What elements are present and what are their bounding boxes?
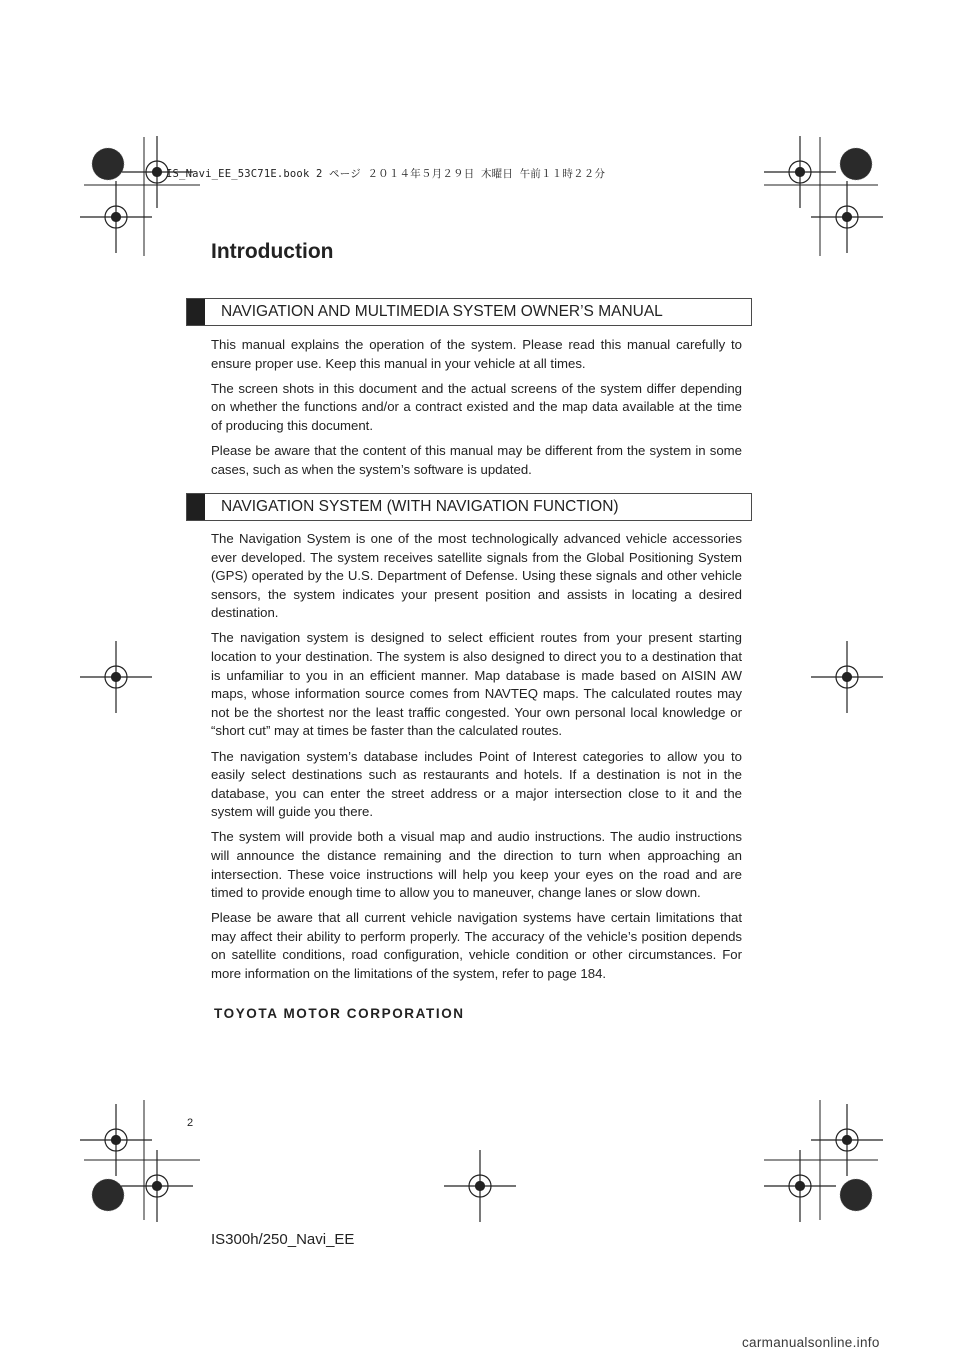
- watermark: carmanualsonline.info: [742, 1335, 880, 1350]
- paragraph: The Navigation System is one of the most technologically advanced vehicle accessories ever developed. The system receives satellite signals from the Global Positioning System (GPS) operated by the U.S. Department of Defense. Using these signals and other vehicle sensors, the system indicates your present position and assists in locating a desired destination.: [211, 531, 742, 621]
- footer-model-code: IS300h/250_Navi_EE: [211, 1231, 355, 1248]
- paragraph: The navigation system’s database includes Point of Interest categories to allow you to easily select destinations such as restaurants and hotels. If a destination is not in the database, you can enter the street address or a major intersection close to it and the system will guide you there.: [211, 748, 742, 820]
- paragraph: Please be aware that the content of this manual may be different from the system in some cases, such as when the system’s software is updated.: [211, 442, 742, 477]
- company-name: TOYOTA MOTOR CORPORATION: [214, 1006, 465, 1021]
- book-file-header: IS_Navi_EE_53C71E.book 2 ページ ２０１４年５月２９日 木曜日 午前１１時２２分: [166, 168, 606, 180]
- section-heading-bar: [187, 299, 205, 325]
- section-heading-navigation-system: [186, 493, 752, 521]
- paragraph: This manual explains the operation of the system. Please read this manual carefully to ensure proper use. Keep this manual in your vehicle at all times.: [211, 337, 742, 371]
- section-body-navigation-system: [211, 530, 742, 990]
- page-title: Introduction: [211, 240, 334, 263]
- paragraph: Please be aware that all current vehicle navigation systems have certain limitations that may affect their ability to perform properly. The accuracy of the vehicle’s position depends on satellite conditions, road configuration, vehicle condition or other circumstances. For more information on the limitations of the system, refer to page 184.: [211, 910, 742, 982]
- section-body-owners-manual: [211, 336, 742, 486]
- section-heading-owners-manual: [186, 298, 752, 326]
- section-heading-label: NAVIGATION SYSTEM (WITH NAVIGATION FUNCTION): [221, 498, 619, 515]
- section-heading-label: NAVIGATION AND MULTIMEDIA SYSTEM OWNER’S MANUAL: [221, 303, 663, 320]
- page-number: 2: [187, 1117, 194, 1129]
- paragraph: The screen shots in this document and the actual screens of the system differ depending on whether the functions and/or a contract existed and the map data available at the time of producing this document.: [211, 380, 742, 433]
- section-heading-bar: [187, 494, 205, 520]
- paragraph: The navigation system is designed to select efficient routes from your present starting location to your destination. The system is also designed to direct you to a destination that is unfamiliar to you in an efficient manner. Map database is made based on AISIN AW maps, whose information source comes from NAVTEQ maps. The calculated routes may not be the shortest nor the least traffic congested. Your own personal local knowledge or “short cut” may at times be faster than the calculated routes.: [211, 630, 742, 739]
- paragraph: The system will provide both a visual map and audio instructions. The audio instructions will announce the distance remaining and the direction to turn when approaching an intersection. These voice instructions will help you keep your eyes on the road and are timed to provide enough time to allow you to maneuver, change lanes or slow down.: [211, 829, 742, 901]
